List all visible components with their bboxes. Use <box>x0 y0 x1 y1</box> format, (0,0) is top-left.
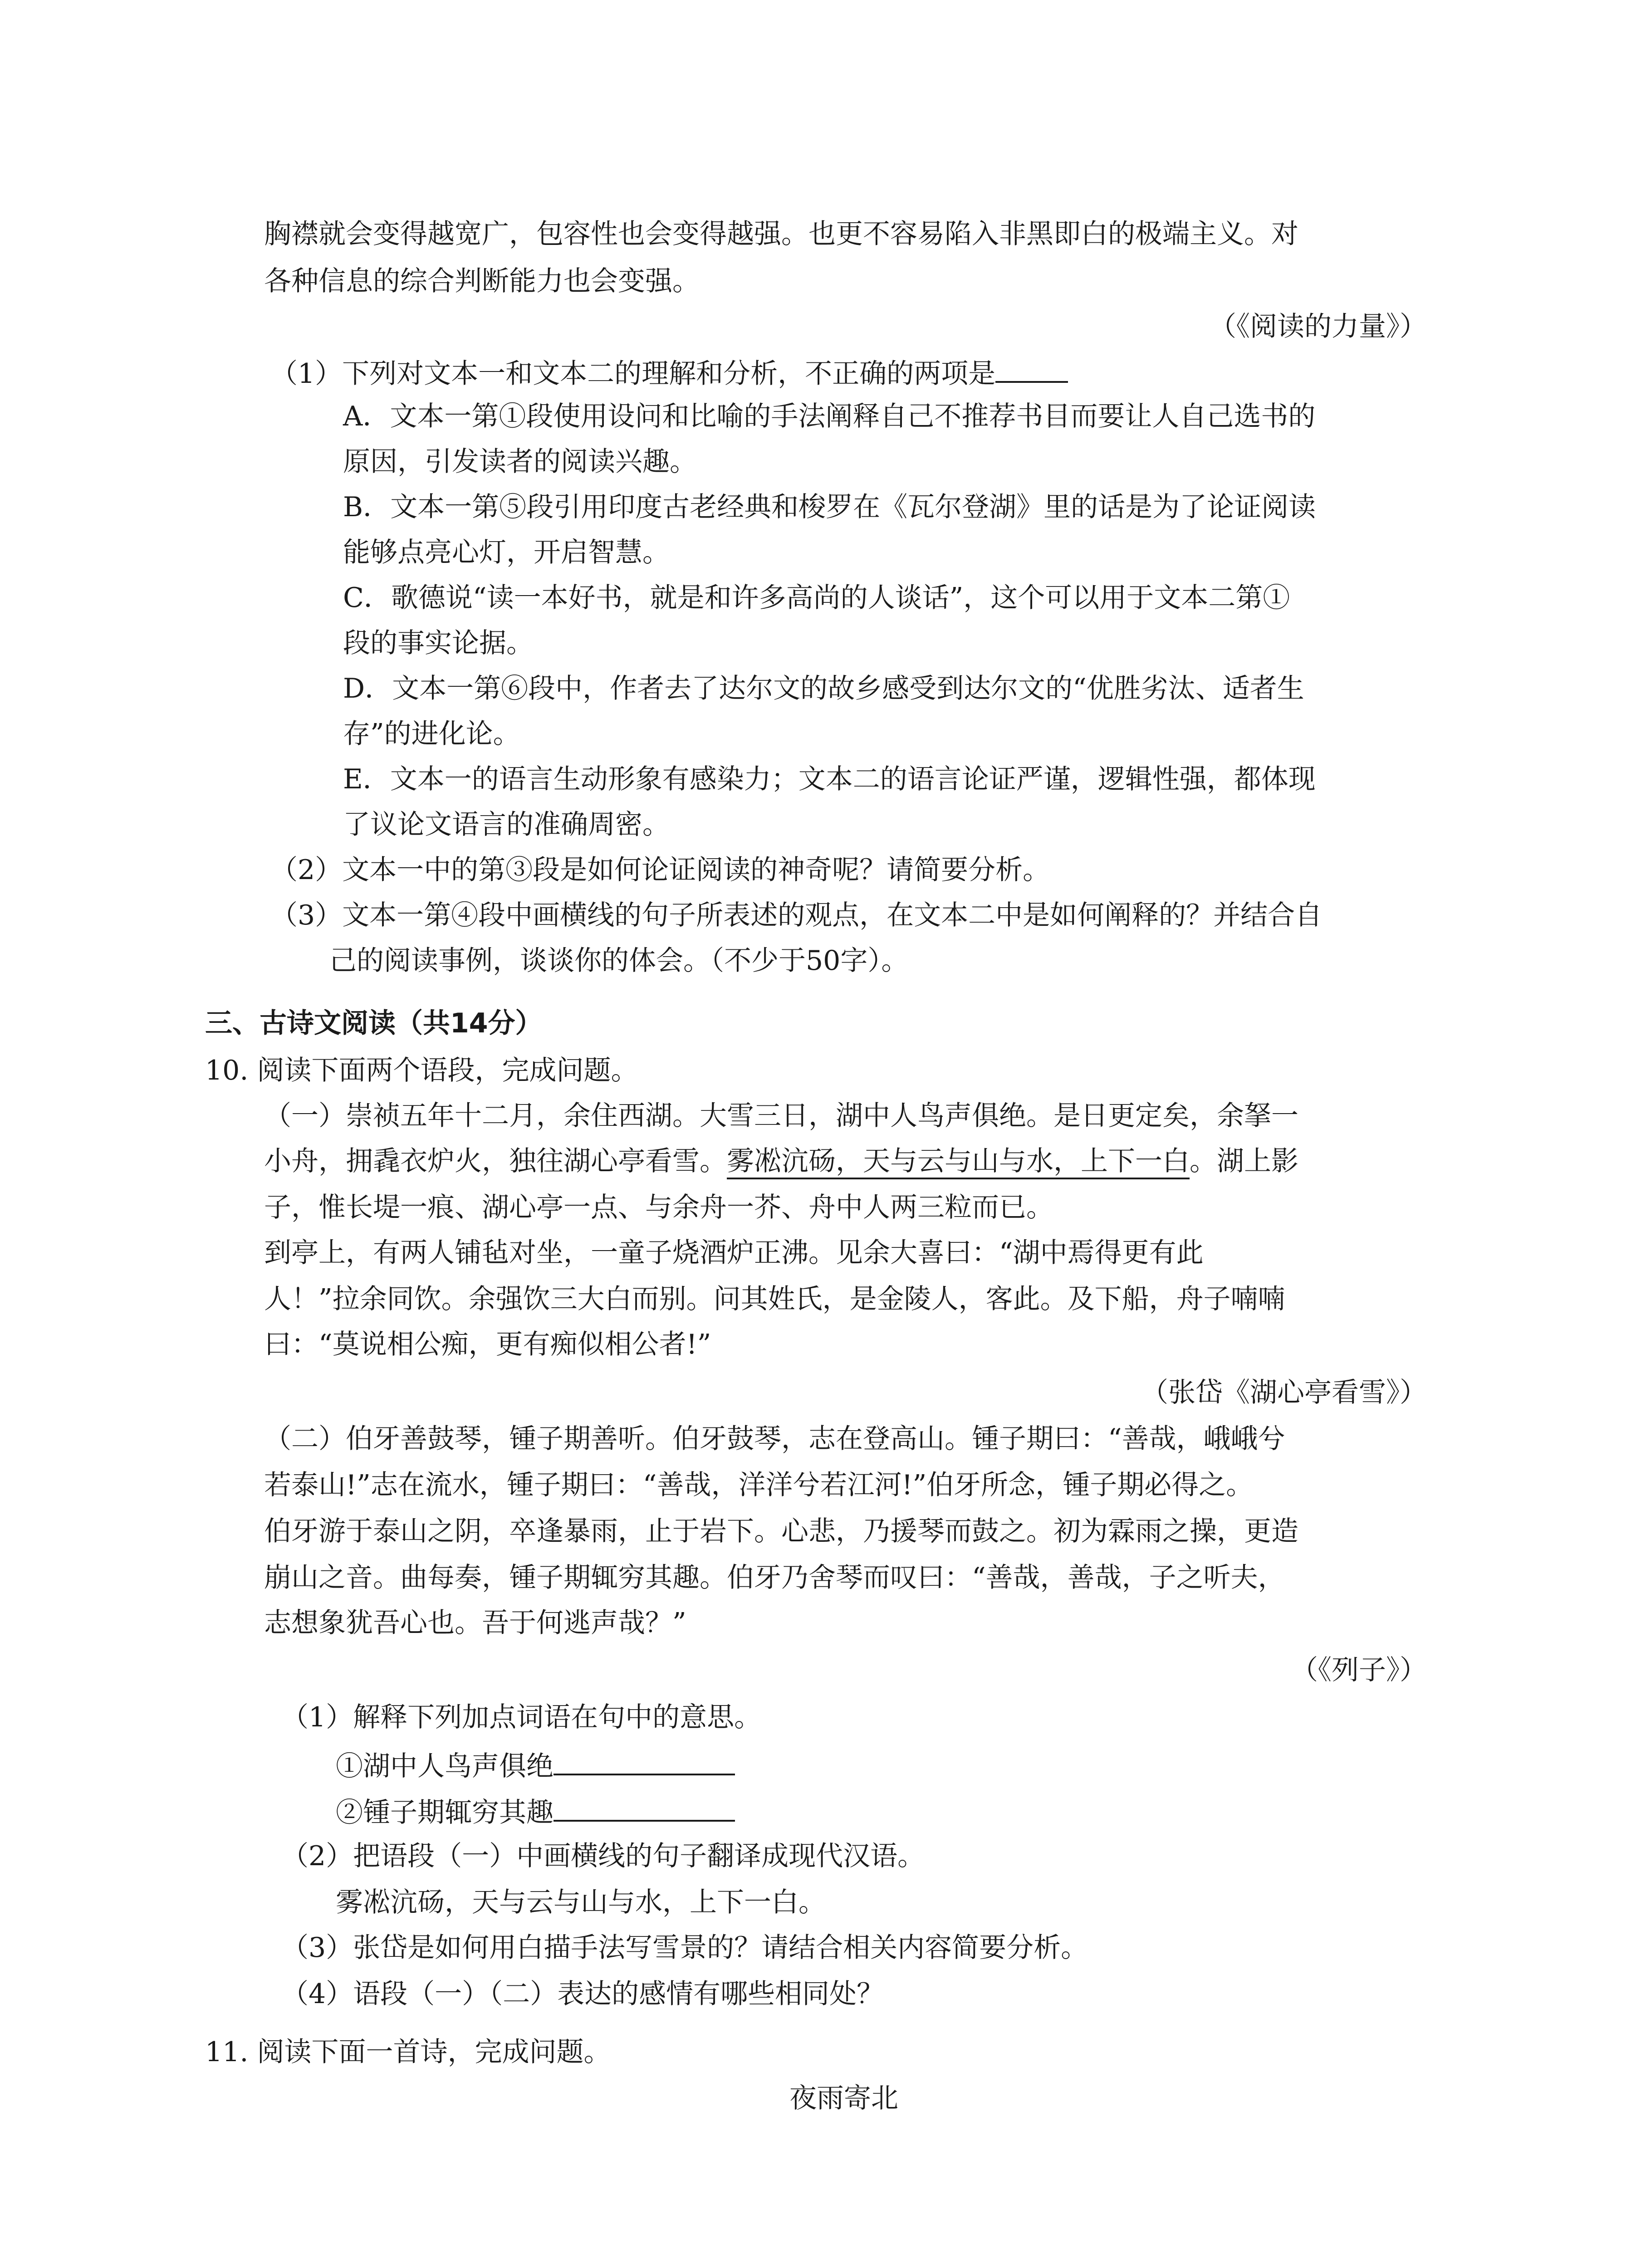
passage-line: （一）崇祯五年十二月，余住西湖。大雪三日，湖中人鸟声俱绝。是日更定矣，余拏一 <box>264 1100 1298 1132</box>
passage-line: 伯牙游于泰山之阴，卒逢暴雨，止于岩下。心悲，乃援琴而鼓之。初为霖雨之操，更造 <box>264 1515 1298 1547</box>
option-c-line: C．歌德说“读一本好书，就是和许多高尚的人谈话”，这个可以用于文本二第① <box>343 582 1290 614</box>
option-b-line: B．文本一第⑤段引用印度古老经典和梭罗在《瓦尔登湖》里的话是为了论证阅读 <box>343 491 1316 523</box>
section-heading: 三、古诗文阅读（共14分） <box>205 1007 543 1039</box>
option-d-line: 存”的进化论。 <box>343 718 520 750</box>
passage-text: 小舟，拥毳衣炉火，独往湖心亭看雪。 <box>264 1145 727 1177</box>
option-c-line: 段的事实论据。 <box>343 627 534 659</box>
source-citation: （《列子》） <box>1291 1654 1427 1686</box>
passage-line: 到亭上，有两人铺毡对坐，一童子烧酒炉正沸。见余大喜曰：“湖中焉得更有此 <box>264 1237 1204 1269</box>
option-e-line: 了议论文语言的准确周密。 <box>343 809 670 841</box>
question-10-1: （1）解释下列加点词语在句中的意思。 <box>281 1701 762 1733</box>
question-10-3: （3）张岱是如何用白描手法写雪景的？请结合相关内容简要分析。 <box>281 1932 1088 1964</box>
passage-line: 人！”拉余同饮。余强饮三大白而别。问其姓氏，是金陵人，客此。及下船，舟子喃喃 <box>264 1283 1285 1315</box>
answer-blank[interactable] <box>995 357 1068 383</box>
option-a-line: 原因，引发读者的阅读兴趣。 <box>343 446 697 478</box>
underlined-sentence: 雾凇沆砀，天与云与山与水，上下一白 <box>727 1145 1190 1177</box>
question-stem: （1）下列对文本一和文本二的理解和分析，不正确的两项是 <box>270 358 996 390</box>
passage-line: 若泰山!”志在流水，锺子期曰：“善哉，洋洋兮若江河!”伯牙所念，锺子期必得之。 <box>264 1469 1254 1501</box>
question-10-2: （2）把语段（一）中画横线的句子翻译成现代汉语。 <box>281 1840 925 1872</box>
question-10-1a <box>336 1750 735 1780</box>
question-10-4: （4）语段（一）（二）表达的感情有哪些相同处？ <box>281 1978 884 2010</box>
poem-title: 夜雨寄北 <box>789 2082 898 2114</box>
passage-line: 崩山之音。曲每奏，锺子期辄穷其趣。伯牙乃舍琴而叹曰：“善哉，善哉，子之听夫， <box>264 1562 1285 1593</box>
question-9-1 <box>270 357 1068 390</box>
question-9-2: （2）文本一中的第③段是如何论证阅读的神奇呢？请简要分析。 <box>270 854 1050 886</box>
option-b-line: 能够点亮心灯，开启智慧。 <box>343 537 670 568</box>
passage-line: 志想象犹吾心也。吾于何逃声哉？” <box>264 1607 686 1639</box>
passage-line: （二）伯牙善鼓琴，锺子期善听。伯牙鼓琴，志在登高山。锺子期曰：“善哉，峨峨兮 <box>264 1423 1285 1455</box>
question-9-3: 己的阅读事例，谈谈你的体会。（不少于50字）。 <box>329 945 909 977</box>
passage-line: 子，惟长堤一痕、湖心亭一点、与余舟一芥、舟中人两三粒而已。 <box>264 1192 1053 1223</box>
answer-blank[interactable] <box>554 1796 735 1822</box>
paragraph-line: 各种信息的综合判断能力也会变强。 <box>264 265 700 297</box>
source-citation: （张岱《湖心亭看雪》） <box>1141 1377 1427 1408</box>
question-10-1b <box>336 1796 735 1826</box>
source-citation: （《阅读的力量》） <box>1209 311 1427 342</box>
sub-item-text: ②锺子期辄穷其趣 <box>336 1797 554 1828</box>
paragraph-line: 胸襟就会变得越宽广，包容性也会变得越强。也更不容易陷入非黑即白的极端主义。对 <box>264 218 1298 250</box>
translation-sentence: 雾凇沆砀，天与云与山与水，上下一白。 <box>336 1887 826 1918</box>
sub-item-text: ①湖中人鸟声俱绝 <box>336 1750 554 1782</box>
question-10-intro: 10. 阅读下面两个语段，完成问题。 <box>205 1055 638 1086</box>
passage-line: 曰：“莫说相公痴，更有痴似相公者!” <box>264 1329 711 1360</box>
option-e-line: E．文本一的语言生动形象有感染力；文本二的语言论证严谨，逻辑性强，都体现 <box>343 763 1316 795</box>
passage-text: 。湖上影 <box>1190 1145 1298 1177</box>
answer-blank[interactable] <box>554 1750 735 1775</box>
question-11-intro: 11. 阅读下面一首诗，完成问题。 <box>205 2036 611 2068</box>
question-9-3: （3）文本一第④段中画横线的句子所表述的观点，在文本二中是如何阐释的？并结合自 <box>270 899 1323 931</box>
option-a-line: A．文本一第①段使用设问和比喻的手法阐释自己不推荐书目而要让人自己选书的 <box>343 401 1316 432</box>
option-d-line: D．文本一第⑥段中，作者去了达尔文的故乡感受到达尔文的“优胜劣汰、适者生 <box>343 673 1304 704</box>
passage-line <box>264 1145 1298 1177</box>
